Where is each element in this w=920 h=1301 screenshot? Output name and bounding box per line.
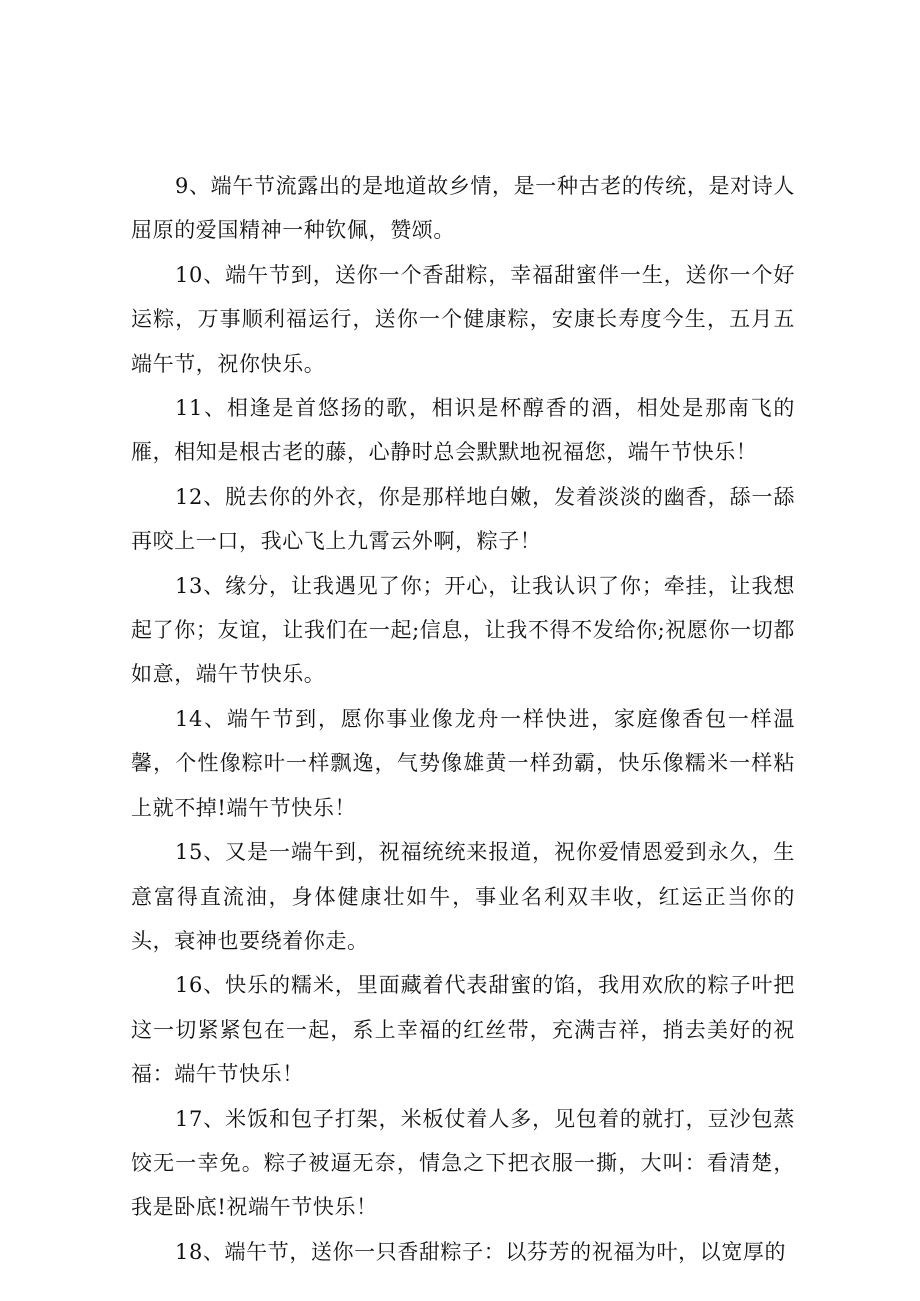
paragraph-17: 17、米饭和包子打架，米板仗着人多，见包着的就打，豆沙包蒸饺无一幸免。粽子被逼无奈，情急之下把衣服一撕，大叫：看清楚，我是卧底!祝端午节快乐！ bbox=[131, 1106, 795, 1220]
paragraph-16: 16、快乐的糯米，里面藏着代表甜蜜的馅，我用欢欣的粽子叶把这一切紧紧包在一起，系上幸福的红丝带，充满吉祥，捎去美好的祝福：端午节快乐！ bbox=[131, 973, 795, 1087]
paragraph-11: 11、相逢是首悠扬的歌，相识是杯醇香的酒，相处是那南飞的雁，相知是根古老的藤，心静时总会默默地祝福您，端午节快乐！ bbox=[131, 396, 795, 465]
paragraph-18: 18、端午节，送你一只香甜粽子：以芬芳的祝福为叶，以宽厚的 bbox=[175, 1239, 787, 1264]
paragraph-15: 15、又是一端午到，祝福统统来报道，祝你爱情恩爱到永久，生意富得直流油，身体健康壮如牛，事业名利双丰收，红运正当你的头，衰神也要绕着你走。 bbox=[131, 840, 795, 953]
paragraph-9: 9、端午节流露出的是地道故乡情，是一种古老的传统，是对诗人屈原的爱国精神一种钦佩，赞颂。 bbox=[131, 174, 795, 243]
paragraph-13: 13、缘分，让我遇见了你；开心，让我认识了你；牵挂，让我想起了你；友谊，让我们在一起;信息，让我不得不发给你;祝愿你一切都如意，端午节快乐。 bbox=[131, 573, 795, 687]
paragraph-12: 12、脱去你的外衣，你是那样地白嫩，发着淡淡的幽香，舔一舔再咬上一口，我心飞上九霄云外啊，粽子！ bbox=[131, 484, 795, 554]
document-body bbox=[131, 164, 795, 1274]
paragraph-14: 14、端午节到，愿你事业像龙舟一样快进，家庭像香包一样温馨，个性像粽叶一样飘逸，气势像雄黄一样劲霸，快乐像糯米一样粘上就不掉!端午节快乐！ bbox=[131, 706, 795, 820]
paragraph-10: 10、端午节到，送你一个香甜粽，幸福甜蜜伴一生，送你一个好运粽，万事顺利福运行，送你一个健康粽，安康长寿度今生，五月五端午节，祝你快乐。 bbox=[131, 262, 795, 376]
